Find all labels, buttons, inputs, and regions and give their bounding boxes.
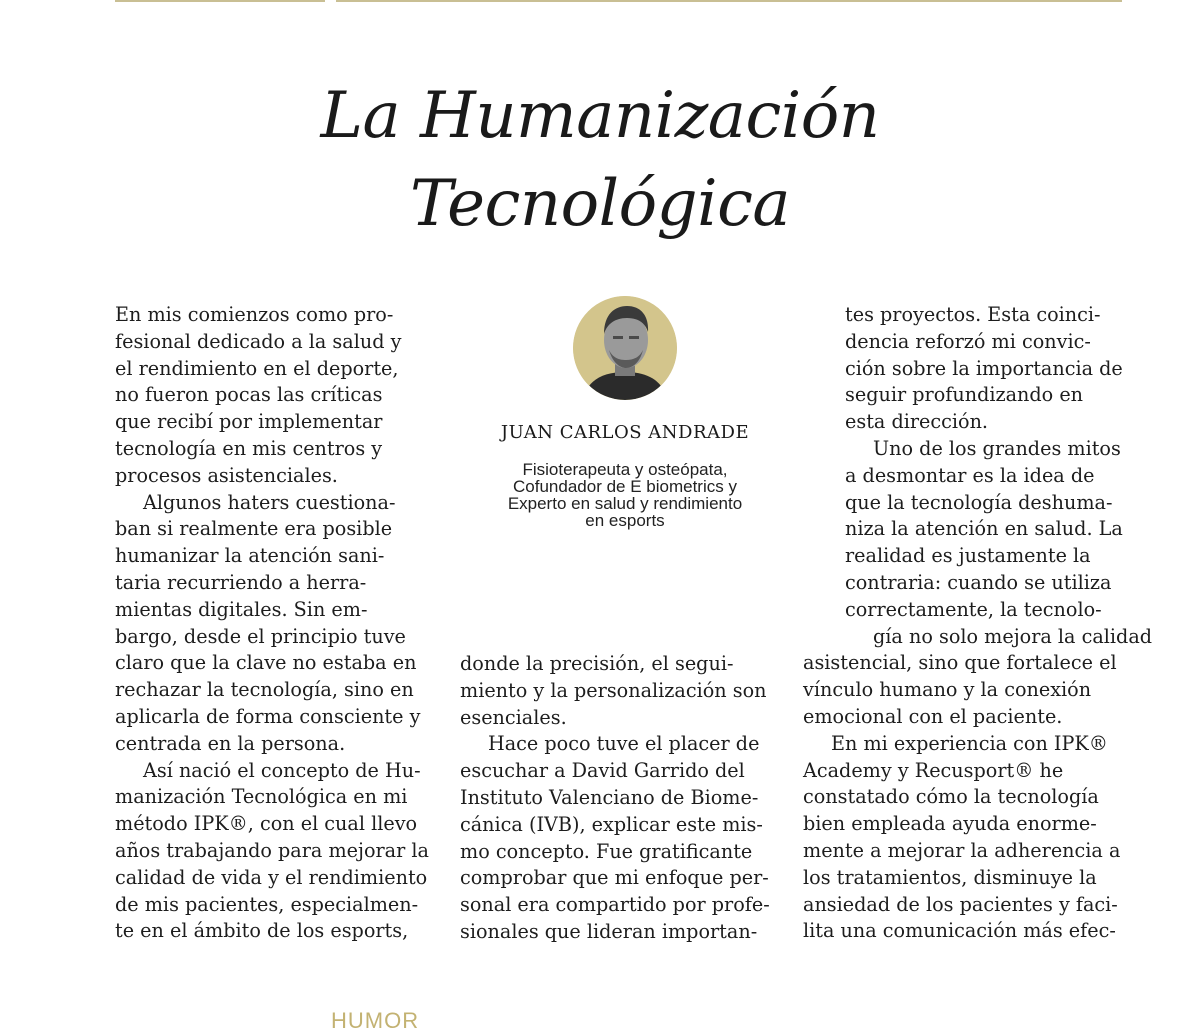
text-line: procesos asistenciales. (115, 463, 338, 487)
text-line: te en el ámbito de los esports, (115, 919, 409, 943)
text-line: vínculo humano y la conexión (803, 678, 1092, 702)
text-line: no fueron pocas las críticas (115, 383, 383, 407)
text-line: humanizar la atención sani- (115, 544, 385, 568)
author-bio-line: Fisioterapeuta y osteópata, (522, 460, 728, 479)
text-line: a desmontar es la idea de (845, 463, 1095, 487)
text-line: contraria: cuando se utiliza (845, 570, 1112, 594)
text-line: mientas digitales. Sin em- (115, 597, 368, 621)
text-line: gía no solo mejora la calidad (873, 624, 1153, 648)
text-line: correctamente, la tecnolo- (845, 597, 1102, 621)
article-title (0, 72, 1200, 248)
text-line: años trabajando para mejorar la (115, 838, 429, 862)
text-line: bien empleada ayuda enorme- (803, 812, 1097, 836)
text-line: calidad de vida y el rendimiento (115, 865, 428, 889)
text-line: manización Tecnológica en mi (115, 785, 408, 809)
text-line: centrada en la persona. (115, 731, 346, 755)
text-line: que la tecnología deshuma- (845, 490, 1113, 514)
text-line: ción sobre la importancia de (845, 356, 1123, 380)
text-line: donde la precisión, el segui- (460, 652, 734, 675)
text-line: mente a mejorar la adherencia a (803, 838, 1121, 862)
top-rule-right (336, 0, 1122, 2)
text-line: Academy y Recusport® he (803, 758, 1064, 782)
text-line: En mis comienzos como pro- (115, 303, 394, 326)
text-line: ansiedad de los pacientes y faci- (803, 892, 1118, 916)
text-line: bargo, desde el principio tuve (115, 624, 406, 648)
text-line: tecnología en mis centros y (115, 436, 383, 460)
author-box (460, 296, 790, 529)
text-line: niza la atención en salud. La (845, 517, 1123, 541)
text-line: esenciales. (460, 705, 567, 729)
text-line: ban si realmente era posible (115, 517, 393, 541)
author-bio-line: en esports (585, 511, 665, 530)
author-bio (460, 461, 790, 529)
text-line: sonal era compartido por profe- (460, 893, 770, 917)
article-column-2 (460, 651, 790, 946)
text-line: mo concepto. Fue gratificante (460, 839, 753, 863)
text-line: asistencial, sino que fortalece el (803, 651, 1117, 675)
text-line: taria recurriendo a herra- (115, 570, 367, 594)
text-line: rechazar la tecnología, sino en (115, 678, 414, 702)
text-line: escuchar a David Garrido del (460, 759, 745, 783)
text-line: claro que la clave no estaba en (115, 651, 417, 675)
text-line: de mis pacientes, especialmen- (115, 892, 419, 916)
text-line: cánica (IVB), explicar este mis- (460, 812, 763, 836)
text-line: realidad es justamente la (845, 544, 1091, 568)
text-line: dencia reforzó mi convic- (845, 329, 1091, 353)
author-bio-line: Cofundador de E biometrics y (513, 477, 737, 496)
author-portrait-icon (573, 296, 677, 400)
author-name: JUAN CARLOS ANDRADE (500, 422, 750, 443)
article-title-line-2: Tecnológica (409, 167, 791, 241)
text-line: Instituto Valenciano de Biome- (460, 785, 759, 809)
article-column-3 (803, 302, 1153, 945)
author-bio-line: Experto en salud y rendimiento (507, 494, 743, 513)
text-line: esta dirección. (845, 410, 989, 434)
article-title-line-1: La Humanización (320, 79, 880, 153)
text-line: los tratamientos, disminuye la (803, 865, 1097, 889)
text-line: miento y la personalización son (460, 678, 767, 702)
text-line: lita una comunicación más efec- (803, 919, 1116, 943)
text-line: constatado cómo la tecnología (803, 785, 1099, 809)
article-column-1 (115, 302, 445, 945)
text-line: Hace poco tuve el placer de (488, 732, 760, 756)
text-line: tes proyectos. Esta coinci- (845, 303, 1101, 326)
text-line: fesional dedicado a la salud y (115, 329, 402, 353)
text-line: que recibí por implementar (115, 410, 383, 434)
text-line: Algunos haters cuestiona- (143, 490, 396, 514)
text-line: emocional con el paciente. (803, 704, 1063, 728)
top-rule-left (115, 0, 325, 2)
text-line: En mi experiencia con IPK® (831, 731, 1108, 755)
text-line: Así nació el concepto de Hu- (143, 758, 421, 782)
text-line: seguir profundizando en (845, 383, 1084, 407)
text-line: aplicarla de forma consciente y (115, 704, 421, 728)
author-avatar (573, 296, 677, 400)
text-line: sionales que lideran importan- (460, 919, 758, 943)
text-line: comprobar que mi enfoque per- (460, 866, 769, 890)
text-line: método IPK®, con el cual llevo (115, 812, 418, 836)
text-line: Uno de los grandes mitos (873, 436, 1121, 460)
section-label: HUMOR (331, 1008, 420, 1033)
text-line: el rendimiento en el deporte, (115, 356, 399, 380)
